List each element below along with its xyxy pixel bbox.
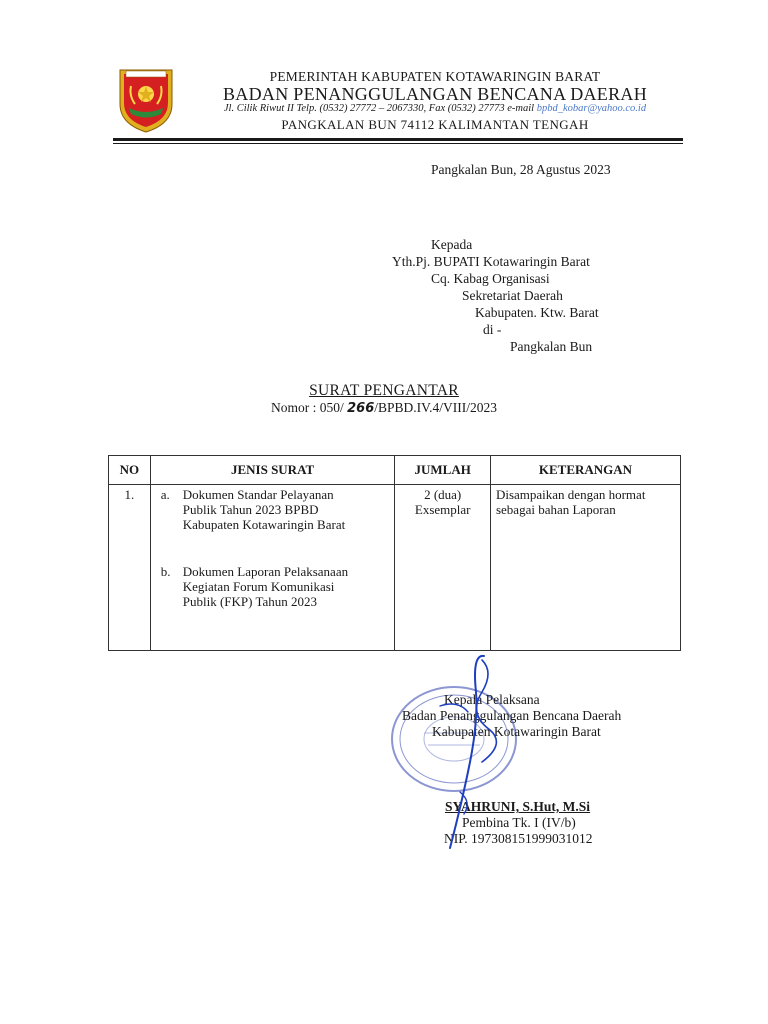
document-title: SURAT PENGANTAR: [309, 382, 459, 399]
row-jenis-surat: [150, 485, 395, 651]
signature-title: Kepala Pelaksana: [444, 692, 540, 707]
list-item-b: [151, 562, 395, 609]
recipient-di: di -: [483, 322, 502, 337]
letterhead-address: [185, 103, 685, 114]
item-b-line: Dokumen Laporan Pelaksanaan: [182, 564, 349, 579]
email-link[interactable]: bpbd_kobar@yahoo.co.id: [536, 103, 647, 114]
item-a-line: Dokumen Standar Pelayanan: [182, 487, 334, 502]
recipient-city: Pangkalan Bun: [510, 339, 593, 354]
letterhead-agency: BADAN PENANGGULANGAN BENCANA DAERAH: [223, 84, 647, 104]
list-item-a: [151, 485, 395, 532]
document-number: [0, 400, 768, 416]
signatory-rank: Pembina Tk. I (IV/b): [462, 815, 576, 830]
place-date: Pangkalan Bun, 28 Agustus 2023: [431, 162, 611, 177]
signature-agency: Badan Penanggulangan Bencana Daerah: [402, 708, 622, 723]
item-b-line: Publik (FKP) Tahun 2023: [182, 594, 318, 609]
letterhead-city: PANGKALAN BUN 74112 KALIMANTAN TENGAH: [281, 117, 589, 132]
header-no: NO: [109, 456, 151, 485]
letterhead-rule-thick: [113, 138, 683, 141]
table-header-row: [109, 456, 681, 485]
address-text: Jl. Cilik Riwut II Telp. (0532) 27772 – 2067330, Fax (0532) 27773 e-mail: [223, 103, 535, 114]
signature-icon: [410, 652, 530, 862]
letterhead-government: PEMERINTAH KABUPATEN KOTAWARINGIN BARAT: [269, 69, 601, 84]
government-logo-icon: [117, 66, 175, 134]
keterangan-line: Disampaikan dengan hormat: [495, 487, 646, 502]
jumlah-line: 2 (dua): [424, 487, 462, 502]
number-prefix: Nomor : 050/: [270, 400, 348, 415]
signatory-name: SYAHRUNI, S.Hut, M.Si: [445, 799, 591, 814]
item-a-line: Publik Tahun 2023 BPBD: [182, 502, 319, 517]
item-a-line: Kabupaten Kotawaringin Barat: [182, 517, 346, 532]
recipient-yth: Yth.Pj. BUPATI Kotawaringin Barat: [392, 254, 590, 269]
keterangan-line: sebagai bahan Laporan: [495, 502, 616, 517]
header-keterangan: KETERANGAN: [490, 456, 680, 485]
item-a-letter: a.: [160, 487, 170, 502]
signatory-nip: NIP. 197308151999031012: [444, 831, 593, 846]
recipient-cq: Cq. Kabag Organisasi: [431, 271, 550, 286]
letterhead-rule-thin: [113, 143, 683, 144]
jumlah-line: Exsemplar: [414, 502, 471, 517]
item-b-letter: b.: [160, 564, 171, 579]
table-row: [109, 485, 681, 651]
number-handwritten: 266: [347, 401, 375, 416]
recipient-kepada: Kepada: [431, 237, 473, 252]
number-suffix: /BPBD.IV.4/VIII/2023: [374, 400, 498, 415]
row-jumlah: [395, 485, 491, 651]
recipient-line3: Sekretariat Daerah: [462, 288, 563, 303]
item-b-line: Kegiatan Forum Komunikasi: [182, 579, 335, 594]
header-jenis-surat: JENIS SURAT: [150, 456, 395, 485]
header-jumlah: JUMLAH: [395, 456, 491, 485]
row-keterangan: [490, 485, 680, 651]
letter-table: [108, 455, 681, 651]
recipient-line4: Kabupaten. Ktw. Barat: [475, 305, 599, 320]
signature-region: Kabupaten Kotawaringin Barat: [432, 724, 601, 739]
row-no: 1.: [109, 485, 151, 651]
